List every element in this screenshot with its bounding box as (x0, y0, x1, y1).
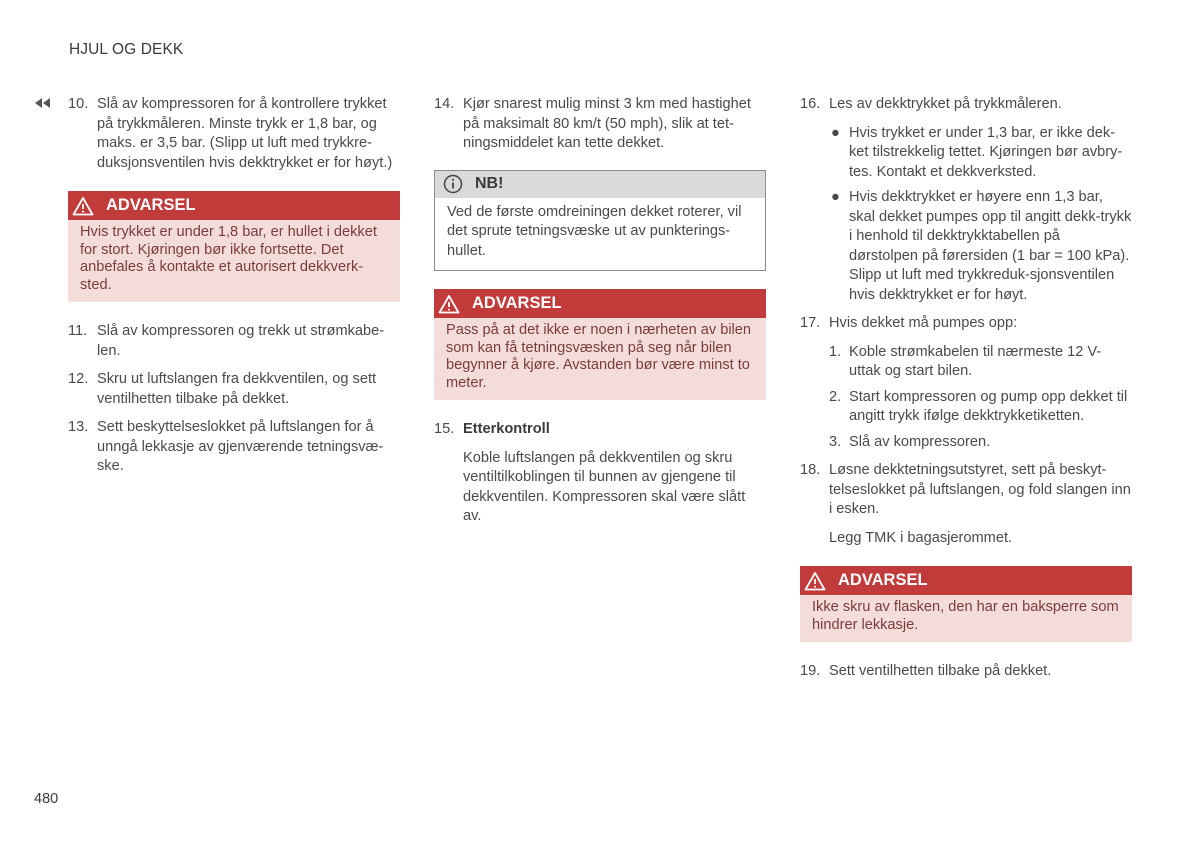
step-18-extra: Legg TMK i bagasjerommet. (829, 529, 1013, 546)
column-middle (434, 95, 766, 536)
warning-text: Hvis trykket er under 1,8 bar, er hullet i dekket for stort. Kjøringen bør ikke fortsette. Det anbefales å kontakte et autorisert dekkverk-sted. (80, 224, 377, 293)
bullet-icon: ● (831, 124, 840, 141)
warning-triangle-icon (804, 571, 826, 591)
warning-triangle-icon (72, 196, 94, 216)
step-text: Sett ventilhetten tilbake på dekket. (829, 663, 1052, 679)
warning-triangle-icon (438, 294, 460, 314)
step-number: 18. (800, 462, 821, 478)
bullet-list (800, 124, 1132, 306)
section-header: HJUL OG DEKK (69, 41, 184, 58)
warning-text: Ikke skru av flasken, den har en baksperre som hindrer lekkasje. (812, 599, 1119, 633)
note-header (435, 171, 765, 198)
step-text: Sett beskyttelseslokket på luftslangen for å unngå lekkasje av gjenværende tetningsvæ-ske. (97, 419, 384, 474)
step-number: 16. (800, 96, 821, 112)
warning-title: ADVARSEL (472, 293, 562, 312)
step-16 (800, 95, 1132, 115)
warning-header (434, 289, 766, 318)
step-number: 11. (68, 323, 88, 339)
substep-text: Slå av kompressoren. (849, 433, 991, 450)
step-15-text: Koble luftslangen på dekkventilen og skru ventiltilkoblingen til bunnen av gjengene til dekkventilen. Kompressoren skal være slått av. (463, 449, 746, 524)
step-text: Slå av kompressoren for å kontrollere trykket på trykkmåleren. Minste trykk er 1,8 bar, og maks. er 3,5 bar. (Slipp ut luft med trykkre-duksjonsventilen hvis dekktrykket er for høyt.) (97, 96, 393, 171)
bullet-text: Hvis dekktrykket er høyere enn 1,3 bar, skal dekket pumpes opp til angitt dekk-trykk i henhold til dekktrykktabellen på dørstolpen på førersiden (1 bar = 100 kPa). Slipp ut luft med trykkreduk-sjonsventilen hvis dekktrykket er for høyt. (849, 189, 1132, 303)
bullet-icon: ● (831, 189, 840, 205)
step-number: 14. (434, 96, 455, 112)
bullet-item (829, 124, 1132, 183)
step-12 (68, 370, 400, 409)
note-title: NB! (475, 175, 504, 193)
step-text: Les av dekktrykket på trykkmåleren. (829, 96, 1062, 112)
step-18 (800, 461, 1132, 520)
column-right (800, 95, 1132, 691)
warning-box (800, 566, 1132, 642)
warning-box (68, 191, 400, 302)
bullet-item (829, 188, 1132, 305)
step-14 (434, 95, 766, 154)
page-number: 480 (34, 791, 59, 807)
substep-item (829, 433, 1132, 453)
warning-header (68, 191, 400, 220)
warning-title: ADVARSEL (106, 195, 196, 214)
step-title: Etterkontroll (463, 421, 550, 437)
step-text: Skru ut luftslangen fra dekkventilen, og sett ventilhetten tilbake på dekket. (97, 371, 377, 407)
bullet-text: Hvis trykket er under 1,3 bar, er ikke dek-ket tilstrekkelig tettet. Kjøringen bør avbry-tes. Kontakt et dekkverksted. (849, 124, 1123, 180)
step-13 (68, 418, 400, 477)
note-box (434, 170, 766, 272)
info-icon (443, 174, 463, 194)
warning-title: ADVARSEL (838, 570, 928, 589)
step-10 (68, 95, 400, 173)
substep-item (829, 343, 1132, 382)
substep-text: Koble strømkabelen til nærmeste 12 V-uttak og start bilen. (849, 343, 1102, 379)
step-number: 15. (434, 421, 455, 437)
substep-number: 2. (829, 388, 842, 405)
substep-list (800, 343, 1132, 453)
step-text: Slå av kompressoren og trekk ut strømkabe-len. (97, 323, 385, 359)
step-text: Hvis dekket må pumpes opp: (829, 315, 1018, 331)
step-11 (68, 322, 400, 361)
warning-box (434, 289, 766, 400)
step-text: Kjør snarest mulig minst 3 km med hastighet på maksimalt 80 km/t (50 mph), slik at tet-ningsmiddelet kan tette dekket. (463, 96, 751, 151)
previous-page-icon[interactable] (34, 97, 52, 109)
step-number: 19. (800, 663, 821, 679)
warning-text: Pass på at det ikke er noen i nærheten av bilen som kan få tetningsvæsken på seg når bilen begynner å kjøre. Avstanden bør være minst to meter. (446, 322, 752, 391)
step-15 (434, 420, 766, 440)
column-left (68, 95, 400, 486)
step-19 (800, 662, 1132, 682)
note-text: Ved de første omdreiningen dekket roterer, vil det sprute tetningsvæske ut av punkterings-hullet. (447, 203, 742, 259)
step-text: Løsne dekktetningsutstyret, sett på beskyt-telseslokket på luftslangen, og fold slangen inn i esken. (829, 462, 1131, 517)
warning-header (800, 566, 1132, 595)
step-number: 17. (800, 315, 821, 331)
substep-item (829, 388, 1132, 427)
substep-number: 3. (829, 433, 842, 450)
substep-number: 1. (829, 343, 842, 360)
step-number: 13. (68, 419, 89, 435)
step-number: 12. (68, 371, 89, 387)
substep-text: Start kompressoren og pump opp dekket til angitt trykk ifølge dekktrykketiketten. (849, 388, 1128, 424)
step-number: 10. (68, 96, 89, 112)
step-17 (800, 314, 1132, 334)
